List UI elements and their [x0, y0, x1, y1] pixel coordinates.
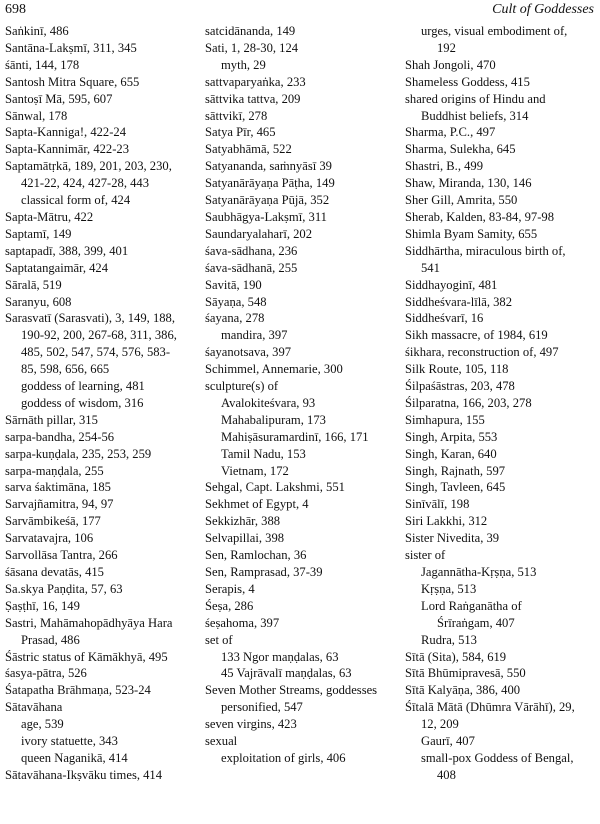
index-entry: Satyanārāyaṇa Pāṭha, 149 — [205, 176, 335, 191]
index-entry: sāttvika tattva, 209 — [205, 91, 301, 106]
index-entry: Sen, Ramlochan, 36 — [205, 548, 307, 563]
index-entry: Sarvollāsa Tantra, 266 — [5, 548, 118, 563]
index-entry: sarpa-kuṇḍala, 235, 253, 259 — [5, 446, 152, 461]
index-entry: Sītā (Sita), 584, 619 — [405, 649, 507, 664]
index-subentry: 133 Ngor maṇḍalas, 63 — [221, 649, 339, 664]
index-entry: Sarvatavajra, 106 — [5, 531, 94, 546]
index-entry: Santosh Mitra Square, 655 — [5, 74, 140, 89]
index-columns — [0, 23, 600, 823]
index-entry: Sapta-Mātru, 422 — [5, 209, 94, 224]
index-entry: Sāyaṇa, 548 — [205, 294, 267, 309]
index-entry: Saranyu, 608 — [5, 294, 72, 309]
index-subentry: Jagannātha-Kṛṣṇa, 513 — [421, 565, 537, 579]
index-entry: Sapta-Kanniga!, 422-24 — [5, 125, 127, 140]
page-header — [0, 0, 600, 22]
index-entry: Śatapatha Brāhmaṇa, 523-24 — [5, 683, 151, 698]
index-entry-continuation: 541 — [421, 260, 440, 275]
index-entry: Singh, Karan, 640 — [405, 446, 497, 461]
index-subentry: age, 539 — [21, 717, 64, 732]
index-entry: śasya-pātra, 526 — [5, 666, 87, 681]
index-entry: Shah Jongoli, 470 — [405, 57, 496, 72]
index-entry: Sātavāhana — [5, 700, 63, 715]
index-entry: Sītā Kalyāṇa, 386, 400 — [405, 683, 521, 698]
index-entry: Siddhayoginī, 481 — [405, 277, 498, 292]
index-entry: Sherab, Kalden, 83-84, 97-98 — [405, 209, 554, 224]
index-entry: śava-sādhanā, 255 — [205, 260, 298, 275]
index-entry: Sinīvālī, 198 — [405, 497, 470, 512]
index-subentry: queen Naganikā, 414 — [21, 750, 128, 765]
index-entry: Śilpaśāstras, 203, 478 — [405, 379, 515, 394]
index-entry: Serapis, 4 — [205, 581, 255, 596]
index-subentry: Śrīraṅgam, 407 — [437, 615, 515, 630]
index-entry: Siddheśvara-līlā, 382 — [405, 294, 513, 309]
index-entry: sarpa-maṇḍala, 255 — [5, 463, 104, 478]
index-entry: Sekhmet of Egypt, 4 — [205, 497, 309, 512]
index-subentry: classical form of, 424 — [21, 193, 131, 208]
index-entry: sāttvikī, 278 — [205, 108, 268, 123]
index-entry: Santoṣī Mā, 595, 607 — [5, 91, 113, 106]
page-number: 698 — [5, 2, 26, 17]
index-subentry: Avalokiteśvara, 93 — [221, 395, 316, 410]
index-entry: satcidānanda, 149 — [205, 24, 296, 38]
index-entry: Sen, Ramprasad, 37-39 — [205, 565, 323, 579]
index-entry: Sastri, Mahāmahopādhyāya Hara — [5, 615, 173, 630]
index-subentry: urges, visual embodiment of, — [421, 24, 568, 38]
index-entry: Savitā, 190 — [205, 277, 262, 292]
index-entry-continuation: 85, 598, 656, 665 — [21, 362, 110, 377]
index-entry: Sarvāmbikeśā, 177 — [5, 514, 101, 529]
index-entry: Sānwal, 178 — [5, 108, 68, 123]
index-entry: Siri Lakkhi, 312 — [405, 514, 488, 529]
index-subentry: goddess of learning, 481 — [21, 379, 145, 394]
index-entry: śeṣahoma, 397 — [205, 615, 280, 630]
index-column-2 — [205, 23, 405, 767]
index-subentry: goddess of wisdom, 316 — [21, 395, 144, 410]
index-subentry: Gaurī, 407 — [421, 734, 475, 749]
index-entry: Saundaryalaharī, 202 — [205, 226, 313, 241]
index-entry: Sekkizhār, 388 — [205, 514, 281, 529]
index-entry: Shameless Goddess, 415 — [405, 74, 530, 89]
index-subentry: exploitation of girls, 406 — [221, 750, 346, 765]
index-subentry: Mahiṣāsuramardinī, 166, 171 — [221, 429, 369, 444]
index-entry: Sapta-Kannimār, 422-23 — [5, 142, 130, 157]
index-entry: śānti, 144, 178 — [5, 57, 80, 72]
index-entry: Singh, Arpita, 553 — [405, 429, 498, 444]
index-entry: Satya Pīr, 465 — [205, 125, 276, 140]
index-entry: Sarasvatī (Sarasvati), 3, 149, 188, — [5, 311, 175, 326]
index-subentry: Lord Raṅganātha of — [421, 598, 522, 613]
index-entry: Siddhārtha, miraculous birth of, — [405, 243, 566, 258]
index-entry: Śeṣa, 286 — [205, 598, 254, 613]
index-entry: Silk Route, 105, 118 — [405, 362, 509, 377]
index-entry: Ṣaṣṭhī, 16, 149 — [5, 598, 80, 613]
index-column-3 — [405, 23, 597, 784]
index-subentry: Rudra, 513 — [421, 632, 477, 647]
index-subentry: Vietnam, 172 — [221, 463, 289, 478]
index-entry: saptapadī, 388, 399, 401 — [5, 243, 129, 258]
index-subentry: 192 — [437, 40, 456, 55]
index-subentry: ivory statuette, 343 — [21, 734, 118, 749]
index-entry-continuation: 12, 209 — [421, 717, 459, 732]
index-entry: Saptamī, 149 — [5, 226, 72, 241]
index-entry: Sāralā, 519 — [5, 277, 62, 292]
index-entry: Singh, Tavleen, 645 — [405, 480, 506, 495]
index-entry: Śītalā Mātā (Dhūmra Vārāhī), 29, — [405, 700, 575, 715]
index-entry: Sati, 1, 28-30, 124 — [205, 40, 299, 55]
index-entry: Sītā Bhūmipravesā, 550 — [405, 666, 526, 681]
index-entry: śayanotsava, 397 — [205, 345, 292, 360]
index-entry: Seven Mother Streams, goddesses — [205, 683, 378, 698]
index-entry: Siddheśvarī, 16 — [405, 311, 484, 326]
index-entry: Śilparatna, 166, 203, 278 — [405, 395, 532, 410]
index-column-1 — [5, 23, 187, 784]
index-subentry: 45 Vajrāvalī maṇḍalas, 63 — [221, 666, 352, 681]
index-entry: Saubhāgya-Lakṣmī, 311 — [205, 209, 327, 224]
index-entry: Selvapillai, 398 — [205, 531, 285, 546]
index-entry: Shastri, B., 499 — [405, 159, 484, 174]
index-entry: Saptamātṛkā, 189, 201, 203, 230, — [5, 159, 172, 174]
index-entry: Sharma, P.C., 497 — [405, 125, 496, 140]
index-subentry: small-pox Goddess of Bengal, — [421, 750, 574, 765]
index-entry: set of — [205, 632, 233, 647]
index-entry: sarpa-bandha, 254-56 — [5, 429, 115, 444]
index-subentry: mandira, 397 — [221, 328, 288, 343]
index-entry: shared origins of Hindu and — [405, 91, 546, 106]
index-entry: śava-sādhana, 236 — [205, 243, 298, 258]
index-entry-continuation: Buddhist beliefs, 314 — [421, 108, 529, 123]
index-entry: Saṅkinī, 486 — [5, 24, 69, 38]
index-subentry: myth, 29 — [221, 57, 266, 72]
index-subentry: Tamil Nadu, 153 — [221, 446, 306, 461]
index-entry-continuation: 190-92, 200, 267-68, 311, 386, — [21, 328, 177, 343]
index-entry: śāsana devatās, 415 — [5, 565, 104, 579]
index-subentry: Kṛṣṇa, 513 — [421, 581, 477, 596]
index-entry: Satyabhāmā, 522 — [205, 142, 292, 157]
index-entry: seven virgins, 423 — [205, 717, 297, 732]
index-entry-continuation: 421-22, 424, 427-28, 443 — [21, 176, 150, 191]
index-entry-continuation: personified, 547 — [221, 700, 303, 715]
index-subentry: Mahabalipuram, 173 — [221, 412, 326, 427]
index-entry: Śāstric status of Kāmākhyā, 495 — [5, 649, 168, 664]
index-entry: sattvaparyaṅka, 233 — [205, 74, 306, 89]
index-entry: Santāna-Lakṣmī, 311, 345 — [5, 40, 137, 55]
index-entry: Sehgal, Capt. Lakshmi, 551 — [205, 480, 345, 495]
index-entry: Simhapura, 155 — [405, 412, 485, 427]
index-entry: Satyananda, saṁnyāsī 39 — [205, 159, 332, 174]
running-title: Cult of Goddesses — [492, 2, 594, 17]
index-entry: Sharma, Sulekha, 645 — [405, 142, 516, 157]
index-entry: Sa.skya Paṇḍita, 57, 63 — [5, 581, 123, 596]
index-entry: Sher Gill, Amrita, 550 — [405, 193, 518, 208]
index-entry: Sikh massacre, of 1984, 619 — [405, 328, 548, 343]
index-entry: śayana, 278 — [205, 311, 265, 326]
index-entry: Sārnāth pillar, 315 — [5, 412, 98, 427]
index-entry-continuation: 485, 502, 547, 574, 576, 583- — [21, 345, 171, 360]
index-entry: Sātavāhana-Ikṣvāku times, 414 — [5, 767, 163, 782]
index-entry: Schimmel, Annemarie, 300 — [205, 362, 343, 377]
index-entry: Singh, Rajnath, 597 — [405, 463, 506, 478]
index-entry: sister of — [405, 548, 446, 563]
index-subentry: 408 — [437, 767, 456, 782]
index-entry: Shimla Byam Samity, 655 — [405, 226, 538, 241]
index-entry: Sister Nivedita, 39 — [405, 531, 500, 546]
index-entry: Saptatangaimār, 424 — [5, 260, 109, 275]
index-entry-continuation: Prasad, 486 — [21, 632, 80, 647]
index-entry: sarva śaktimāna, 185 — [5, 480, 111, 495]
index-entry: Sarvajñamitra, 94, 97 — [5, 497, 114, 512]
index-entry: sexual — [205, 734, 238, 749]
index-entry: sculpture(s) of — [205, 379, 279, 394]
index-entry: śikhara, reconstruction of, 497 — [405, 345, 559, 360]
index-entry: Satyanārāyaṇa Pūjā, 352 — [205, 193, 330, 208]
index-entry: Shaw, Miranda, 130, 146 — [405, 176, 532, 191]
